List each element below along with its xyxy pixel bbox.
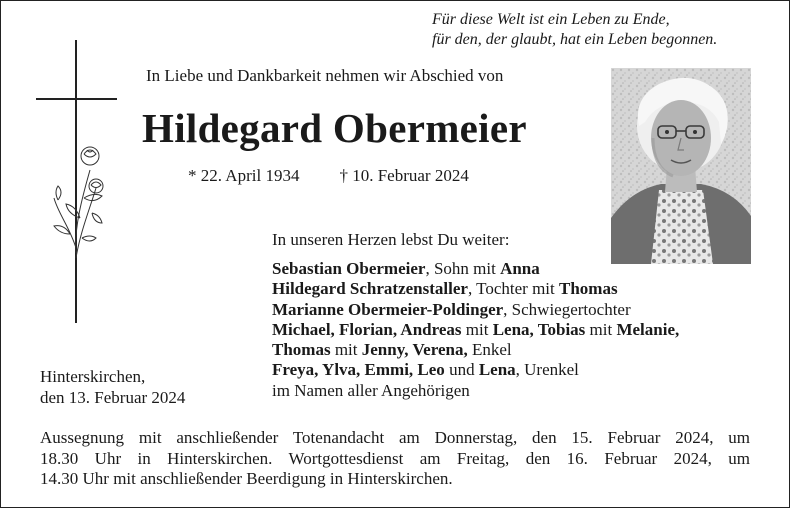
mourner-relation: und	[444, 360, 479, 380]
mourner-name: Lena, Tobias	[492, 319, 586, 339]
mourner-name: Thomas	[559, 279, 618, 299]
mourner-relation: mit	[330, 340, 362, 360]
deceased-name: Hildegard Obermeier	[142, 105, 527, 151]
mourner-relation: , Tochter mit	[467, 279, 559, 299]
portrait-photo	[611, 68, 751, 264]
funeral-line: 18.30 Uhr in Hinterskirchen. Wortgottesdienst am Freitag, den 16. Februar 2024, um	[40, 448, 750, 468]
mourner-name: Hildegard Schratzenstaller	[272, 279, 468, 299]
mourner-name: Melanie,	[616, 319, 680, 339]
mourner-relation: , Sohn mit	[425, 259, 501, 278]
motto-line: für den, der glaubt, hat ein Leben begonnen.	[432, 31, 718, 48]
mourner-name: Lena	[478, 360, 516, 380]
mourners-list	[272, 259, 679, 401]
mourner-relation: , Urenkel	[515, 360, 579, 380]
cross-with-roses-icon	[34, 38, 124, 328]
mourner-relation: mit	[461, 319, 493, 339]
mourner-name: Sebastian Obermeier	[272, 259, 426, 278]
mourner-line	[272, 300, 679, 320]
death-date: † 10. Februar 2024	[339, 166, 469, 185]
mourner-line	[272, 340, 679, 360]
motto	[432, 10, 762, 50]
mourner-line	[272, 279, 679, 299]
mourner-relation: , Schwiegertochter	[503, 299, 631, 319]
motto-line: Für diese Welt ist ein Leben zu Ende,	[432, 11, 670, 28]
herzen-line: In unseren Herzen lebst Du weiter:	[272, 230, 510, 249]
funeral-line: Aussegnung mit anschließender Totenandacht am Donnerstag, den 15. Februar 2024, um	[40, 428, 750, 447]
mourner-relation: im Namen aller Angehörigen	[272, 380, 470, 400]
mourner-name: Freya, Ylva, Emmi, Leo	[272, 360, 445, 380]
place-date-line: den 13. Februar 2024	[40, 388, 186, 407]
mourner-name: Jenny, Verena,	[361, 340, 468, 360]
funeral-notice	[40, 428, 750, 490]
life-dates	[188, 166, 469, 186]
mourner-line	[272, 360, 679, 380]
birth-date: * 22. April 1934	[188, 166, 300, 185]
place-date	[40, 366, 185, 408]
mourner-relation: mit	[585, 319, 617, 339]
mourner-line	[272, 259, 679, 279]
mourner-name: Marianne Obermeier-Poldinger	[272, 299, 504, 319]
place-town: Hinterskirchen,	[40, 367, 146, 386]
funeral-line: 14.30 Uhr mit anschließender Beerdigung in Hinterskirchen.	[40, 469, 453, 488]
mourner-name: Michael, Florian, Andreas	[272, 319, 462, 339]
mourner-name: Anna	[500, 259, 540, 278]
mourner-relation: Enkel	[467, 340, 512, 360]
mourner-line	[272, 381, 679, 401]
intro-text: In Liebe und Dankbarkeit nehmen wir Abschied von	[146, 66, 504, 85]
mourner-name: Thomas	[272, 340, 331, 360]
mourner-line	[272, 320, 679, 340]
